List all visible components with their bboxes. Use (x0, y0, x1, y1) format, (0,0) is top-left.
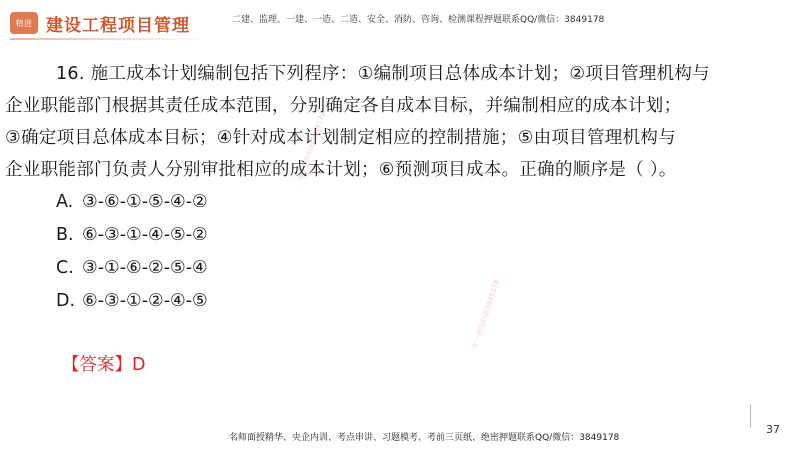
brand-logo: 精进 (10, 12, 38, 34)
question-number: 16. (56, 64, 85, 84)
options-list (56, 186, 208, 318)
header-contact-note: 二建、监理、一建、一造、二造、安全、消防、咨询、检测课程押题联系QQ/微信：3849178 (232, 15, 605, 25)
option-c (56, 252, 208, 285)
option-d (56, 285, 208, 318)
option-text: ③-①-⑥-②-⑤-④ (82, 258, 208, 278)
option-letter: B. (56, 225, 74, 245)
question-text (5, 58, 768, 186)
watermark: 考一建资料群3849178 (296, 110, 328, 183)
option-letter: D. (56, 291, 76, 311)
brand-title: 建设工程项目管理 (46, 15, 190, 36)
option-a (56, 186, 208, 219)
option-text: ③-⑥-①-⑤-④-② (82, 192, 208, 212)
option-b (56, 219, 208, 252)
question-line-3: ③确定项目总体成本目标；④针对成本计划制定相应的控制措施；⑤由项目管理机构与 (5, 128, 676, 148)
brand (10, 10, 190, 36)
question-line-4: 企业职能部门负责人分别审批相应的成本计划；⑥预测项目成本。正确的顺序是（ ）。 (5, 160, 677, 180)
footer-divider (750, 404, 751, 428)
answer-label: 【答案】D (62, 355, 146, 375)
header-divider (10, 38, 210, 40)
option-letter: A. (56, 192, 74, 212)
option-text: ⑥-③-①-④-⑤-② (82, 225, 208, 245)
question-line-1-text: 施工成本计划编制包括下列程序：①编制项目总体成本计划；②项目管理机构与 (90, 64, 710, 84)
question-line-1 (56, 58, 768, 90)
page-number: 37 (766, 423, 780, 436)
option-text: ⑥-③-①-②-④-⑤ (82, 291, 208, 311)
question-line-2: 企业职能部门根据其责任成本范围，分别确定各自成本目标，并编制相应的成本计划； (5, 96, 682, 116)
footer-contact-note: 名师面授精华、央企内训、考点串讲、习题模考、考前三页纸、绝密押题联系QQ/微信：3849178 (229, 433, 620, 443)
watermark: 考一建资料群3849178 (470, 278, 502, 351)
option-letter: C. (56, 258, 74, 278)
